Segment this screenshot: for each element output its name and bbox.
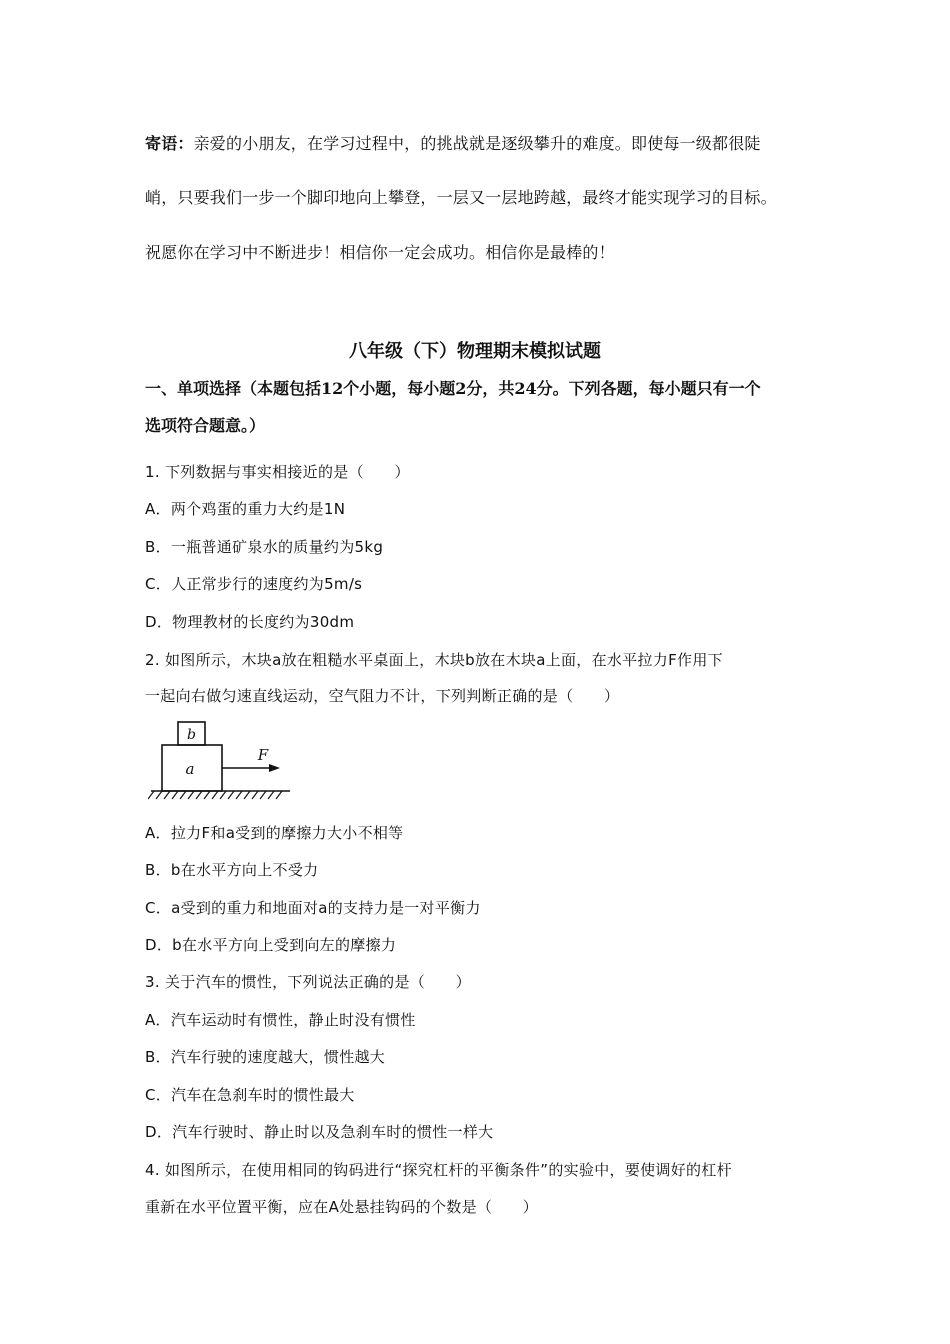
hatch-mark [172,791,178,799]
section-heading-line-2: 选项符合题意。） [145,416,266,435]
hatch-mark [156,791,162,799]
hatch-mark [148,791,154,799]
q1-option-b: B．一瓶普通矿泉水的质量约为5kg [145,538,384,556]
intro-text-1: 亲爱的小朋友，在学习过程中，的挑战就是逐级攀升的难度。即使每一级都很陡 [193,134,761,153]
block-a-label: a [185,760,195,778]
hatch-mark [164,791,170,799]
q3-option-d: D．汽车行驶时、静止时以及急刹车时的惯性一样大 [145,1123,494,1141]
hatch-mark [252,791,258,799]
intro-line-2: 峭，只要我们一步一个脚印地向上攀登，一层又一层地跨越，最终才能实现学习的目标。 [145,188,777,207]
force-label: F [257,746,269,764]
page-title: 八年级（下）物理期末模拟试题 [349,341,601,362]
intro-line-3: 祝愿你在学习中不断进步！相信你一定会成功。相信你是最棒的！ [145,243,615,262]
q2-option-b: B．b在水平方向上不受力 [145,861,319,879]
q3-stem: 3. 关于汽车的惯性，下列说法正确的是（ ） [145,973,471,991]
hatch-mark [212,791,218,799]
intro-label: 寄语： [145,134,194,153]
q3-option-a: A．汽车运动时有惯性，静止时没有惯性 [145,1011,416,1029]
block-b-label: b [187,727,196,743]
intro-line-1 [145,134,761,154]
q3-option-b: B．汽车行驶的速度越大，惯性越大 [145,1048,386,1066]
q1-option-d: D．物理教材的长度约为30dm [145,613,355,631]
hatch-mark [188,791,194,799]
q1-option-c: C．人正常步行的速度约为5m/s [145,575,363,593]
hatch-mark [220,791,226,799]
q2-stem-line-2: 一起向右做匀速直线运动，空气阻力不计，下列判断正确的是（ ） [145,687,620,705]
hatch-mark [268,791,274,799]
q4-stem-line-1: 4. 如图所示，在使用相同的钩码进行“探究杠杆的平衡条件”的实验中，要使调好的杠杆 [145,1161,732,1179]
hatch-mark [276,791,282,799]
q2-option-d: D．b在水平方向上受到向左的摩擦力 [145,936,397,954]
q4-stem-line-2: 重新在水平位置平衡，应在A处悬挂钩码的个数是（ ） [145,1198,539,1216]
q2-stem-line-1: 2. 如图所示，木块a放在粗糙水平桌面上，木块b放在木块a上面，在水平拉力F作用下 [145,651,723,669]
section-heading-line-1: 一、单项选择（本题包括12个小题，每小题2分，共24分。下列各题，每小题只有一个 [145,379,761,398]
ground-hatching [148,791,282,799]
q2-option-a: A．拉力F和a受到的摩擦力大小不相等 [145,824,404,842]
force-arrow-head [269,764,280,772]
blocks-force-diagram [148,718,293,808]
q1-option-a: A．两个鸡蛋的重力大约是1N [145,500,346,518]
hatch-mark [236,791,242,799]
hatch-mark [180,791,186,799]
q3-option-c: C．汽车在急刹车时的惯性最大 [145,1086,355,1104]
hatch-mark [260,791,266,799]
q1-stem: 1. 下列数据与事实相接近的是（ ） [145,463,410,481]
q2-option-c: C．a受到的重力和地面对a的支持力是一对平衡力 [145,899,481,917]
hatch-mark [196,791,202,799]
hatch-mark [244,791,250,799]
hatch-mark [204,791,210,799]
hatch-mark [228,791,234,799]
